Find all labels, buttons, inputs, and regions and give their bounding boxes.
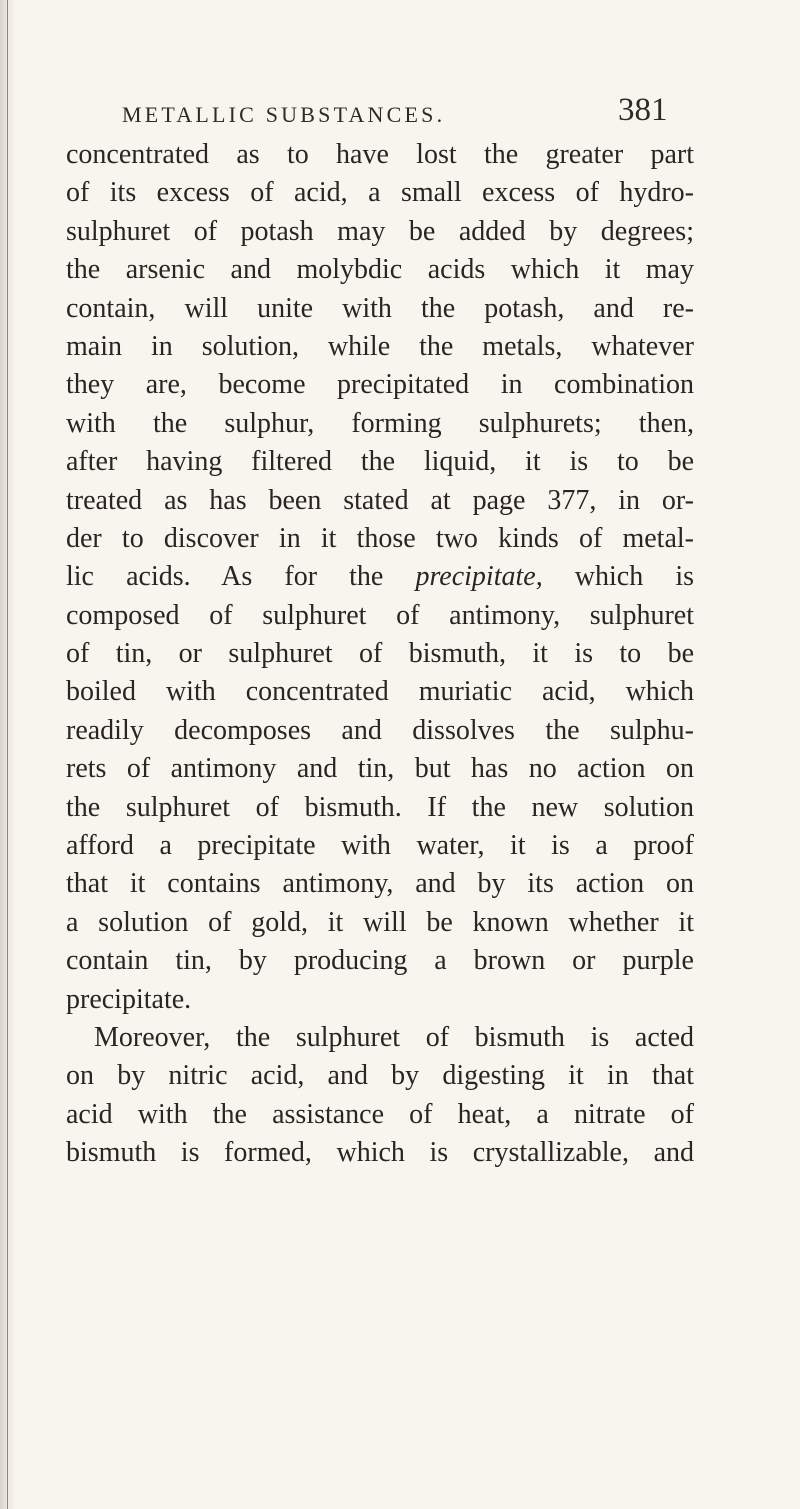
text-line: treated as has been stated at page 377, in or-: [66, 484, 694, 516]
text-line: boiled with concentrated muriatic acid, which: [66, 676, 694, 708]
text-line: der to discover in it those two kinds of metal-: [66, 522, 694, 554]
text-line: of its excess of acid, a small excess of hydro-: [66, 177, 694, 209]
gutter-edge-line: [7, 0, 8, 1509]
running-head: METALLIC SUBSTANCES.: [122, 102, 446, 127]
paragraph-first-line: Moreover, the sulphuret of bismuth is acted: [94, 1021, 694, 1053]
paragraph-end-line: precipitate.: [66, 983, 192, 1015]
text-line: the arsenic and molybdic acids which it may: [66, 254, 694, 286]
text-line: bismuth is formed, which is crystallizable, and: [66, 1137, 694, 1169]
text-line: main in solution, while the metals, whatever: [66, 330, 694, 362]
text-line: a solution of gold, it will be known whether it: [66, 906, 694, 938]
text-segment: which is: [542, 561, 694, 593]
text-line: readily decomposes and dissolves the sulphu-: [66, 714, 694, 746]
text-line: on by nitric acid, and by digesting it in that: [66, 1060, 694, 1092]
text-line: of tin, or sulphuret of bismuth, it is to be: [66, 638, 694, 670]
text-line: contain tin, by producing a brown or purple: [66, 945, 694, 977]
text-line: contain, will unite with the potash, and re-: [66, 292, 694, 324]
text-line: afford a precipitate with water, it is a proof: [66, 830, 694, 862]
text-line: they are, become precipitated in combination: [66, 369, 694, 401]
page-number: 381: [618, 92, 668, 128]
text-line: acid with the assistance of heat, a nitrate of: [66, 1098, 694, 1130]
text-line: after having filtered the liquid, it is to be: [66, 446, 694, 478]
binding-gutter: [0, 0, 14, 1509]
text-line: rets of antimony and tin, but has no action on: [66, 753, 694, 785]
italic-term: precipitate,: [415, 561, 543, 593]
text-line-with-italic: [66, 558, 694, 596]
text-line: that it contains antimony, and by its action on: [66, 868, 694, 900]
text-segment: lic acids. As for the: [66, 561, 416, 593]
body-text: [66, 136, 694, 1173]
text-line: with the sulphur, forming sulphurets; then,: [66, 407, 694, 439]
text-line: concentrated as to have lost the greater part: [66, 139, 694, 170]
text-line: composed of sulphuret of antimony, sulphuret: [66, 599, 694, 631]
text-line: the sulphuret of bismuth. If the new solution: [66, 791, 694, 823]
text-line: sulphuret of potash may be added by degrees;: [66, 215, 694, 247]
